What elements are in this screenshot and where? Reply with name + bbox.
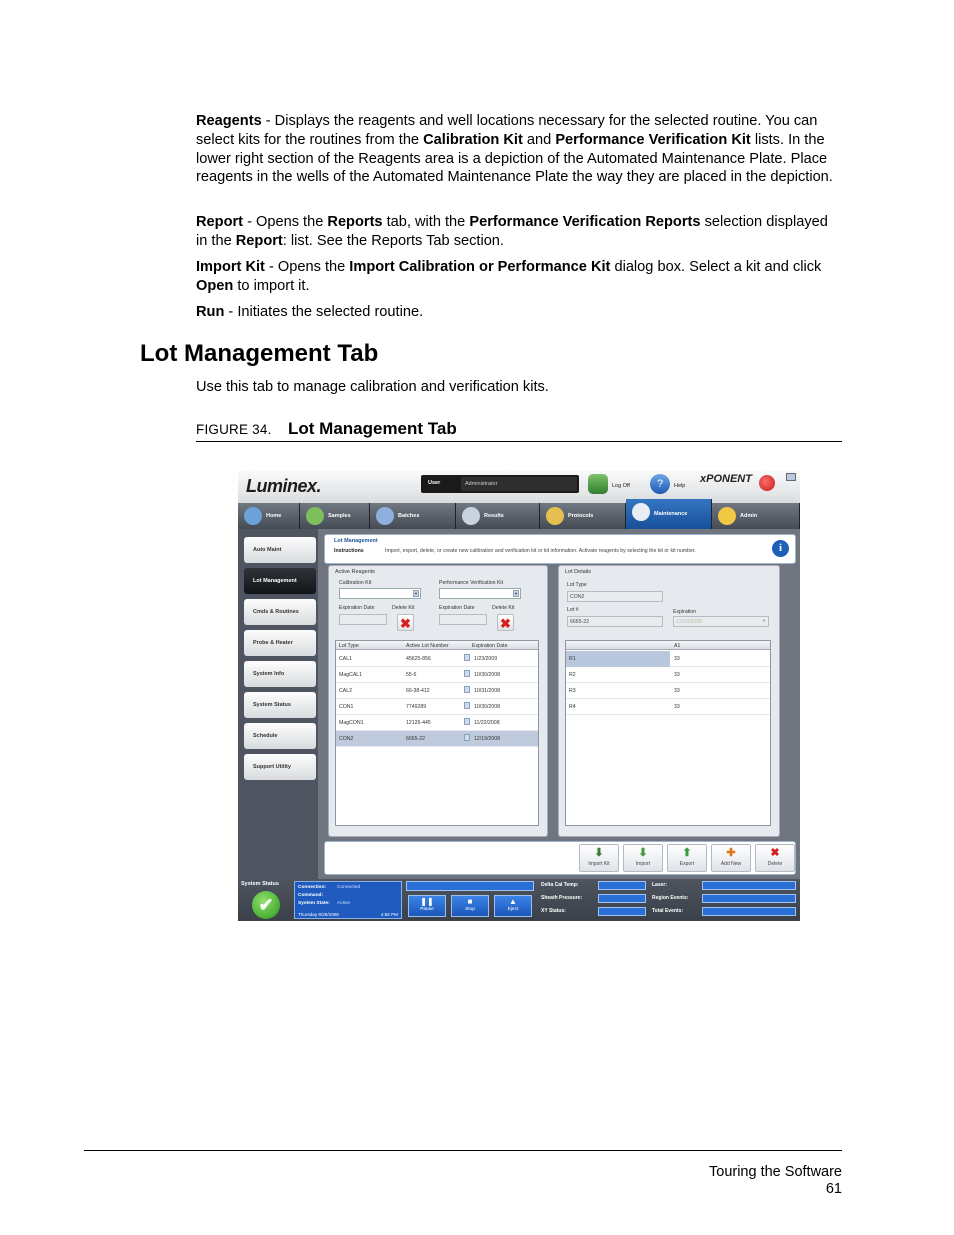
status-date: Thursday 8/28/2008 [298,912,339,917]
readout-label: Laser: [652,882,668,888]
calendar-icon[interactable] [464,718,470,725]
lot-number-cell: 55-6 [406,672,417,678]
calibration-kit-select[interactable] [339,588,421,599]
tab-label: Maintenance [654,511,688,517]
lot-details-table [565,640,771,826]
calendar-icon[interactable] [464,734,470,741]
footer-section: Touring the Software [709,1164,842,1180]
delete-icon: ✖ [770,847,780,859]
expiration-cell: 10/30/2008 [474,704,500,710]
reagent-cell: R4 [569,704,576,710]
table-row[interactable] [566,699,770,715]
table-row[interactable] [566,667,770,683]
button-label: Eject [507,907,519,912]
xponent-logo: xPONENT [700,473,752,485]
reagent-cell: R2 [569,672,576,678]
intro-text: Use this tab to manage calibration and verification kits. [196,379,549,395]
lot-number-cell: 12126-445 [406,720,431,726]
stop-button[interactable] [451,895,489,917]
sidebar-item-system-info[interactable]: System Info [244,661,316,687]
table-row[interactable] [336,683,538,699]
command-progress [406,881,534,891]
section-heading: Lot Management Tab [140,340,379,367]
readout-label: Total Events: [652,908,684,914]
lot-type-label: Lot Type [567,582,587,588]
perf-kit-label: Performance Verification Kit [439,580,504,586]
cal-delete-label: Delete Kit [392,605,415,611]
import-button[interactable] [623,844,663,872]
lot-details-panel [558,565,780,837]
batches-icon [376,507,394,525]
status-ok-icon: ✔ [252,891,280,919]
lot-type-cell: CAL2 [339,688,352,694]
button-label: Add New [720,861,742,867]
button-label: Export [679,861,695,867]
reagent-cell: R3 [569,688,576,694]
info-icon[interactable]: i [772,540,789,557]
lot-number-field: 6665-22 [567,616,663,627]
tab-protocols[interactable] [540,503,626,529]
chevron-down-icon: ▼ [762,618,766,623]
readout-label: Delta Cal Temp: [541,882,579,888]
logoff-icon[interactable] [588,474,608,494]
term-import-kit: Import Kit [196,259,265,275]
footer-rule [84,1150,842,1151]
tab-label: Batches [398,513,420,519]
tab-label: Results [484,513,504,519]
tab-home[interactable] [238,503,300,529]
sidebar-item-lot-management[interactable]: Lot Management [244,568,316,594]
luminex-logo: Luminex. [246,476,322,496]
page-number: 61 [825,1181,842,1197]
readout-label: Region Events: [652,895,689,901]
expiration-value: 12/19/2008 [676,619,702,625]
action-bar [324,841,796,875]
eject-button[interactable] [494,895,532,917]
lot-type-cell: CON2 [339,736,354,742]
lot-type-cell: MagCON1 [339,720,364,726]
lot-details-title: Lot Details [565,569,591,575]
sidebar-item-system-status[interactable]: System Status [244,692,316,718]
system-status-bar [238,879,800,921]
lot-details-header [566,641,770,650]
record-indicator-icon [759,475,775,491]
import-icon: ⬇ [638,847,648,859]
cal-expiration-field [339,614,387,625]
lot-management-content [318,529,800,879]
column-header: Active Lot Number [406,643,449,649]
readout-label: XY Status: [541,908,566,914]
column-header: Expiration Date [472,643,508,649]
readout-value [598,881,646,890]
expiration-label: Expiration [673,609,697,615]
user-label: User [428,480,441,486]
export-icon: ⬆ [682,847,692,859]
term-report: Report [196,214,244,230]
figure-caption [196,418,842,442]
eject-icon: ▲ [509,897,517,906]
protocols-icon [546,507,564,525]
results-icon [462,507,480,525]
maintenance-icon [632,503,650,521]
tab-maintenance[interactable] [626,499,712,529]
user-box [421,475,579,493]
readout-label: Sheath Pressure: [541,895,583,901]
admin-icon [718,507,736,525]
calendar-icon[interactable] [464,670,470,677]
lot-type-field: CON2 [567,591,663,602]
value-cell: 33 [674,656,680,662]
table-row[interactable] [336,715,538,731]
lot-number-cell: 45625-856 [406,656,431,662]
value-cell: 33 [674,672,680,678]
sidebar-item-cmds-routines[interactable]: Cmds & Routines [244,599,316,625]
lot-number-label: Lot # [567,607,579,613]
perf-delete-label: Delete Kit [492,605,515,611]
lot-number-cell: 7749289 [406,704,427,710]
button-label: Delete [767,861,783,867]
tab-label: Samples [328,513,351,519]
reagents-table-header [336,641,538,650]
perf-expiration-field [439,614,487,625]
readout-value [702,881,796,890]
lot-type-cell: CAL1 [339,656,352,662]
calendar-icon[interactable] [464,702,470,709]
figure-title: Lot Management Tab [288,419,457,438]
expiration-cell: 10/31/2008 [474,688,500,694]
sidebar-item-support-utility[interactable]: Support Utility [244,754,316,780]
table-row[interactable] [566,651,770,667]
pause-button[interactable] [408,895,446,917]
delete-cal-kit-button[interactable]: ✖ [397,614,414,631]
sidebar-item-auto-maint[interactable]: Auto Maint [244,537,316,563]
sidebar-item-schedule[interactable]: Schedule [244,723,316,749]
tab-label: Protocols [568,513,594,519]
instructions-label: Instructions [334,548,364,554]
tab-results[interactable] [456,503,540,529]
samples-icon [306,507,324,525]
perf-kit-select[interactable] [439,588,521,599]
readout-value [702,907,796,916]
tab-samples[interactable] [300,503,370,529]
help-label[interactable]: Help [674,483,686,489]
system-state-label: System State: [298,901,330,906]
button-label: Import [635,861,651,867]
logoff-label[interactable]: Log Off [612,483,630,489]
paragraph-report: Report - Opens the Reports tab, with the Performance Verification Reports selection displayed in the Report: list. See the Reports Tab section. [196,214,828,249]
status-time: 4:56 PM [380,912,398,917]
button-label: Pause [420,907,434,912]
readout-value [598,907,646,916]
expiration-cell: 11/22/2008 [474,720,500,726]
tab-label: Home [266,513,282,519]
sidebar-item-probe-heater[interactable]: Probe & Heater [244,630,316,656]
expiration-cell: 10/30/2008 [474,672,500,678]
table-row[interactable] [566,683,770,699]
calendar-icon[interactable] [464,686,470,693]
reagents-table [335,640,539,826]
stop-icon: ■ [467,897,473,906]
active-reagents-title: Active Reagents [335,569,376,575]
lot-type-cell: CON1 [339,704,354,710]
add-new-button[interactable] [711,844,751,872]
lot-type-cell: MagCAL1 [339,672,363,678]
figure-label: FIGURE 34. [196,422,272,437]
page-footer [709,1164,842,1198]
connection-label: Connection: [298,885,326,890]
calendar-icon[interactable] [464,654,470,661]
chevron-down-icon: ▼ [414,591,418,596]
lot-number-cell: 66-38-412 [406,688,430,694]
cal-expiration-label: Expiration Date [339,605,375,611]
instructions-bar [324,534,796,564]
calibration-kit-label: Calibration Kit [339,580,372,586]
connection-value: Connected [337,885,361,890]
column-header: A1 [674,643,681,649]
table-row[interactable] [336,651,538,667]
figure-screenshot [238,471,800,921]
term-reagents: Reagents [196,113,262,129]
add-new-icon: ✚ [726,847,736,859]
home-icon [244,507,262,525]
table-row[interactable] [336,699,538,715]
user-field[interactable]: Administrator [461,477,577,491]
pause-icon: ❚❚ [420,897,434,906]
minimize-icon[interactable] [786,473,796,481]
value-cell: 33 [674,688,680,694]
expiration-cell: 1/23/2009 [474,656,498,662]
maintenance-sidebar [244,537,316,785]
tab-label: Admin [740,513,758,519]
readout-value [598,894,646,903]
button-label: Stop [465,907,475,912]
column-header: Lot Type [339,643,359,649]
paragraph-import-kit: Import Kit - Opens the Import Calibration or Performance Kit dialog box. Select a kit and click Open to import it. [196,259,822,294]
import-kit-icon: ⬇ [594,847,604,859]
value-cell: 33 [674,704,680,710]
main-tabs [238,503,800,529]
reagent-cell: R1 [569,656,576,662]
help-icon[interactable]: ? [650,474,670,494]
instructions-title: Lot Management [334,538,378,544]
chevron-down-icon: ▼ [514,591,518,596]
button-label: Import Kit [588,861,610,867]
active-reagents-panel [328,565,548,837]
system-state-value: Active [337,901,351,906]
paragraph-reagents: Reagents - Displays the reagents and well locations necessary for the selected routine. You can select kits for the routines from the Calibration Kit and Performance Verification Kit lists. In the lower right section of the Reagents area is a depiction of the Automated Maintenance Plate. Place reagents in the wells of the Automated Maintenance Plate the way they are placed in the depiction. [196,113,833,186]
tab-admin[interactable] [712,503,800,529]
app-header [238,471,800,503]
import-kit-button[interactable] [579,844,619,872]
connection-box [294,881,402,919]
system-status-label: System Status [241,881,279,887]
tab-batches[interactable] [370,503,456,529]
expiration-field [673,616,769,627]
delete-button[interactable] [755,844,795,872]
term-run: Run [196,304,225,320]
paragraph-run: Run - Initiates the selected routine. [196,304,424,320]
export-button[interactable] [667,844,707,872]
selected-cell [566,651,670,667]
instructions-text: Import, export, delete, or create new calibration and verification kit or kit information. Activate reagents by selecting the kit or kit number. [385,548,696,554]
readout-value [702,894,796,903]
expiration-cell: 12/19/2008 [474,736,500,742]
lot-number-cell: 6665-22 [406,736,426,742]
delete-perf-kit-button[interactable]: ✖ [497,614,514,631]
table-row[interactable] [336,667,538,683]
perf-expiration-label: Expiration Date [439,605,475,611]
command-label: Command: [298,893,324,898]
table-row[interactable] [336,731,538,747]
